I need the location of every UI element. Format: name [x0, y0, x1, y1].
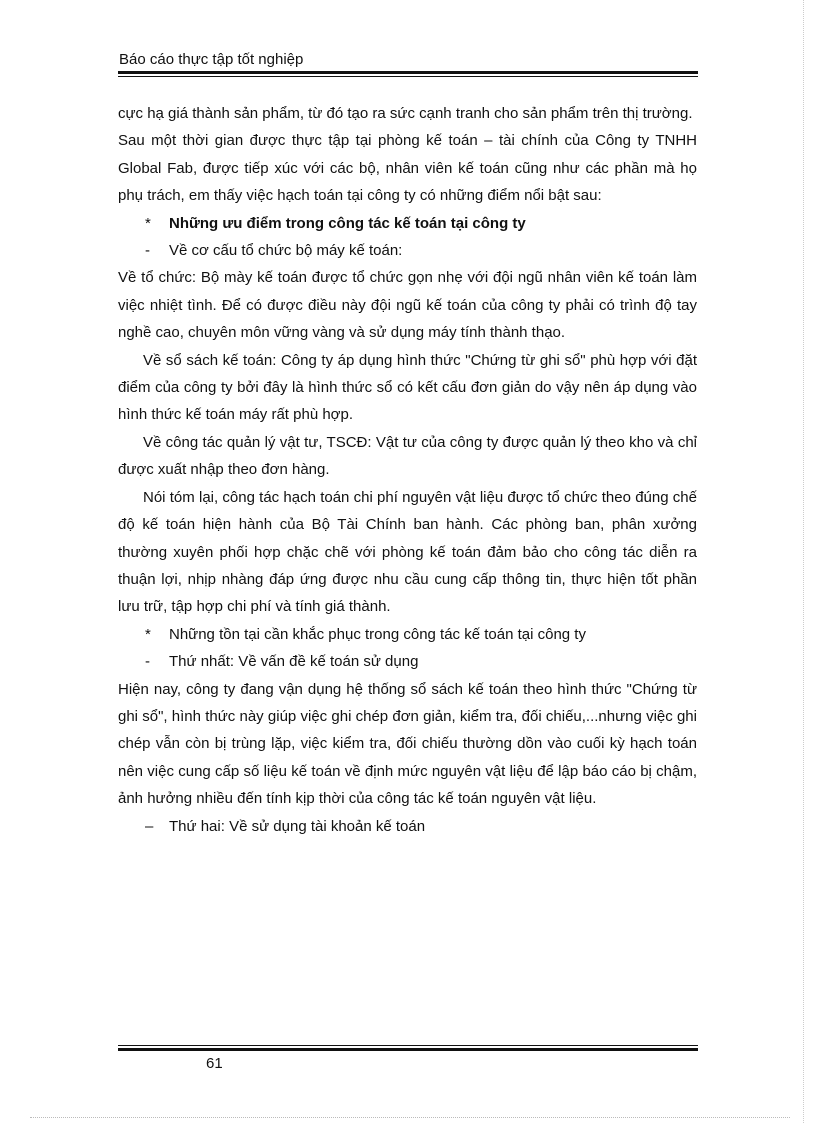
footer-rule-thin: [118, 1045, 698, 1046]
heading-advantages-text: Những ưu điểm trong công tác kế toán tại công ty: [169, 214, 526, 232]
paragraph-current-system: Hiện nay, công ty đang vận dụng hệ thống sổ sách kế toán theo hình thức "Chứng từ ghi sổ", hình thức này giúp việc ghi chép đơn giản, kiểm tra, đối chiếu,...nhưng việc ghi chép vẫn còn bị trùng lặp, việc kiểm tra, đối chiếu thường dồn vào cuối kỳ hạch toán nên việc cung cấp số liệu kế toán về định mức nguyên vật liệu để lập báo cáo bị chậm, ảnh hưởng nhiều đến tính kịp thời của công tác kế toán nguyên vật liệu.: [118, 680, 697, 808]
asterisk-bullet: *: [145, 214, 151, 232]
subitem-first-text: Thứ nhất: Về vấn đề kế toán sử dụng: [169, 653, 419, 671]
heading-shortcomings-text: Những tồn tại cần khắc phục trong công tác kế toán tại công ty: [169, 625, 586, 643]
paragraph-continuation: cực hạ giá thành sản phẩm, từ đó tạo ra sức cạnh tranh cho sản phẩm trên thị trường.: [118, 105, 693, 122]
asterisk-bullet: *: [145, 625, 151, 643]
paragraph-materials: Về công tác quản lý vật tư, TSCĐ: Vật tư của công ty được quản lý theo kho và chỉ được xuất nhập theo đơn hàng.: [118, 433, 697, 479]
subitem-second: [145, 813, 697, 840]
page-body: [118, 100, 697, 840]
subitem-org-structure-text: Về cơ cấu tổ chức bộ máy kế toán:: [169, 242, 403, 260]
paragraph-intro: Sau một thời gian được thực tập tại phòng kế toán – tài chính của Công ty TNHH Global Fab, được tiếp xúc với các bộ, nhân viên kế toán cũng như các phần mà họ phụ trách, em thấy việc hạch toán tại công ty có những điểm nổi bật sau:: [118, 132, 697, 205]
page-edge-dotted-line-vertical: [803, 0, 804, 1123]
heading-advantages: [145, 210, 697, 237]
header-rule-thick: [118, 71, 698, 74]
header-rule-thin: [118, 76, 698, 77]
heading-shortcomings: [145, 621, 697, 648]
subitem-second-text: Thứ hai: Về sử dụng tài khoản kế toán: [169, 817, 426, 835]
paragraph-bookkeeping: Về sổ sách kế toán: Công ty áp dụng hình thức "Chứng từ ghi sổ" phù hợp với đặt điểm của công ty bởi đây là hình thức sổ có kết cấu đơn giản do vậy nên áp dụng vào hình thức kế toán máy rất phù hợp.: [118, 351, 697, 424]
dash-bullet: –: [145, 817, 154, 835]
running-header: Báo cáo thực tập tốt nghiệp: [119, 51, 304, 68]
paragraph-organization: Về tổ chức: Bộ mày kế toán được tổ chức gọn nhẹ với đội ngũ nhân viên kế toán làm việc nhiệt tình. Để có được điều này đội ngũ kế toán của công ty phải có trình độ tay nghề cao, chuyên môn vững vàng và sử dụng máy tính thành thạo.: [118, 269, 697, 342]
footer-rule-thick: [118, 1048, 698, 1051]
subitem-org-structure: [145, 237, 697, 264]
page-edge-dotted-line: [30, 1117, 790, 1118]
paragraph-summary: Nói tóm lại, công tác hạch toán chi phí nguyên vật liệu được tổ chức theo đúng chế độ kế toán hiện hành của Bộ Tài Chính ban hành. Các phòng ban, phân xưởng thường xuyên phối hợp chặc chẽ với phòng kế toán đảm bảo cho công tác diễn ra thuận lợi, nhịp nhàng đáp ứng được nhu cầu cung cấp thông tin, thực hiện tốt phần lưu trữ, tập hợp chi phí và tính giá thành.: [118, 488, 697, 616]
dash-bullet: -: [145, 242, 150, 260]
dash-bullet: -: [145, 653, 150, 671]
subitem-first: [145, 648, 697, 675]
page-number: 61: [206, 1055, 223, 1072]
